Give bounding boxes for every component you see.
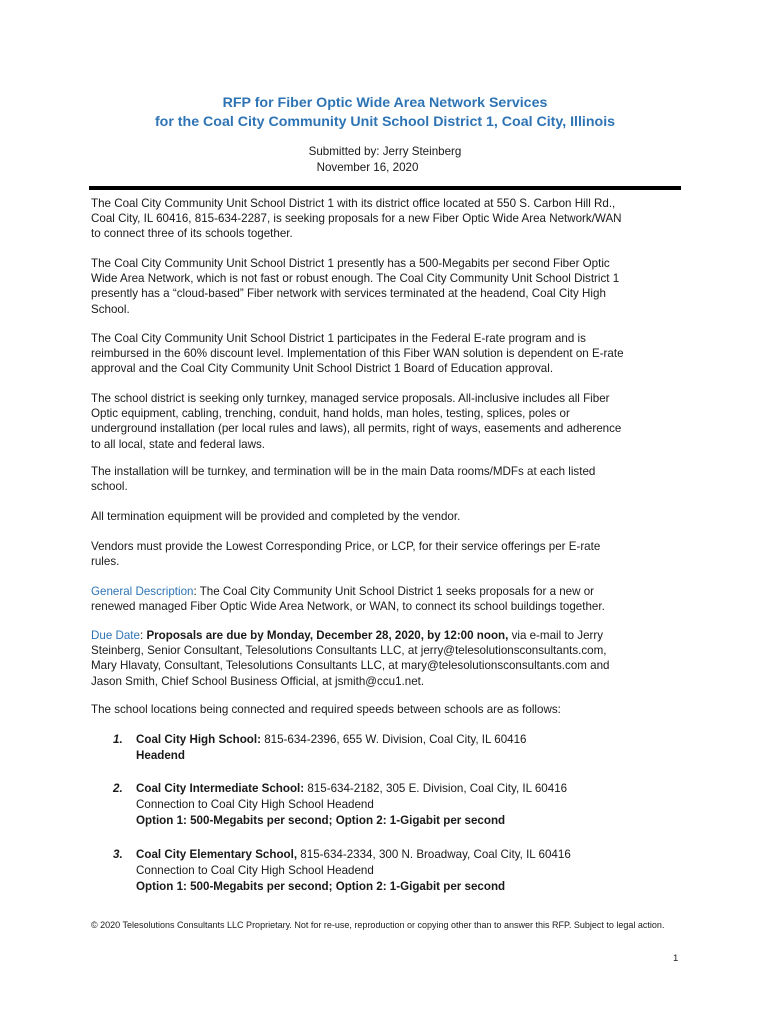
location-connection: Connection to Coal City High School Headend xyxy=(136,864,374,877)
header-divider xyxy=(89,186,681,190)
location-item-intermediate-school xyxy=(136,781,696,829)
location-name: Coal City Intermediate School: xyxy=(136,782,305,795)
location-item-elementary-school xyxy=(136,847,696,895)
location-number: 3. xyxy=(113,848,123,861)
paragraph-lcp: Vendors must provide the Lowest Corresponding Price, or LCP, for their service offerings per E-rate rules. xyxy=(91,540,601,569)
page-number: 1 xyxy=(673,953,679,964)
due-date-deadline: Proposals are due by Monday, December 28, 2020, by 12:00 noon, xyxy=(146,629,509,642)
location-name: Coal City Elementary School, xyxy=(136,848,298,861)
paragraph-erate: The Coal City Community Unit School District 1 participates in the Federal E-rate program and is reimbursed in the 60% discount level. Implementation of this Fiber WAN solution is dependent on E-rate approval and the Coal City Community Unit School District 1 Board of Education approval. xyxy=(91,332,624,376)
paragraph-current-network: The Coal City Community Unit School District 1 presently has a 500-Megabits per second Fiber Optic Wide Area Network, which is not fast or robust enough. The Coal City Community Unit School District 1 presently has a “cloud-based” Fiber network with services terminated at the headend, Coal City High School. xyxy=(91,257,620,316)
general-description-text: : The Coal City Community Unit School District 1 seeks proposals for a new or renewed managed Fiber Optic Wide Area Network, or WAN, to connect its school buildings together. xyxy=(91,585,605,614)
general-description-label: General Description xyxy=(91,585,194,598)
submitted-by: Submitted by: Jerry Steinberg xyxy=(308,145,462,158)
paragraph-installation: The installation will be turnkey, and termination will be in the main Data rooms/MDFs at each listed school. xyxy=(91,465,596,494)
due-date-contacts: via e-mail to Jerry Steinberg, Senior Consultant, Telesolutions Consultants LLC, at jerry@telesolutionsconsultants.com, Mary Hlavaty, Consultant, Telesolutions Consultants LLC, at mary@telesolutionsconsultants.com and Jason Smith, Chief School Business Official, at jsmith@ccu1.net. xyxy=(91,629,610,688)
location-details: 815-634-2334, 300 N. Broadway, Coal City, IL 60416 xyxy=(297,848,571,861)
footer-copyright: © 2020 Telesolutions Consultants LLC Proprietary. Not for re-use, reproduction or copying other than to answer this RFP. Subject to legal action. xyxy=(91,920,665,930)
location-number: 2. xyxy=(113,782,123,795)
document-title-line-1: RFP for Fiber Optic Wide Area Network Services xyxy=(222,95,548,111)
location-speed-options: Option 1: 500-Megabits per second; Option 2: 1-Gigabit per second xyxy=(136,880,506,893)
location-details: 815-634-2396, 655 W. Division, Coal City, IL 60416 xyxy=(260,733,527,746)
locations-intro: The school locations being connected and required speeds between schools are as follows: xyxy=(91,703,561,716)
general-description xyxy=(91,584,681,614)
location-connection: Headend xyxy=(136,749,185,762)
paragraph-district-intro: The Coal City Community Unit School District 1 with its district office located at 550 S. Carbon Hill Rd., Coal City, IL 60416, 815-634-2287, is seeking proposals for a new Fiber Optic Wide Area Network/WAN to connect three of its schools together. xyxy=(91,197,622,241)
location-number: 1. xyxy=(113,733,123,746)
location-details: 815-634-2182, 305 E. Division, Coal City, IL 60416 xyxy=(304,782,568,795)
location-speed-options: Option 1: 500-Megabits per second; Option 2: 1-Gigabit per second xyxy=(136,814,506,827)
submission-date: November 16, 2020 xyxy=(316,161,419,174)
document-title-line-2: for the Coal City Community Unit School District 1, Coal City, Illinois xyxy=(154,114,616,130)
location-name: Coal City High School: xyxy=(136,733,261,746)
paragraph-turnkey-scope: The school district is seeking only turnkey, managed service proposals. All-inclusive includes all Fiber Optic equipment, cabling, trenching, conduit, hand holds, man holes, testing, splices, poles or underground installation (per local rules and laws), all permits, right of ways, easements and adherence to all local, state and federal laws. xyxy=(91,392,622,451)
due-date-colon: : xyxy=(139,629,147,642)
due-date-label: Due Date xyxy=(91,629,140,642)
location-item-high-school xyxy=(136,732,696,764)
due-date xyxy=(91,628,681,689)
paragraph-termination-equipment: All termination equipment will be provided and completed by the vendor. xyxy=(91,510,461,523)
location-connection: Connection to Coal City High School Headend xyxy=(136,798,374,811)
